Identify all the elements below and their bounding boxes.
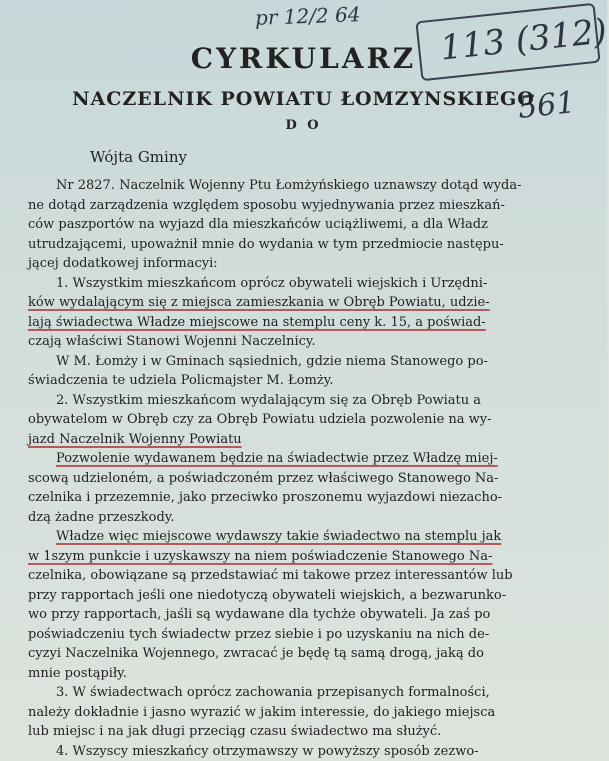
body-line: przy rapportach jeśli one niedotyczą obywateli wiejskich, a bezwarunko-	[28, 586, 588, 606]
body-line: należy dokładnie i jasno wyrazić w jakim interessie, do jakiego miejsca	[28, 703, 588, 723]
body-line: obywatelom w Obręb czy za Obręb Powiatu udziela pozwolenie na wy-	[28, 410, 588, 430]
body-line: 2. Wszystkim mieszkańcom wydalającym się za Obręb Powiatu a	[28, 391, 588, 411]
body-line: ne dotąd zarządzenia względem sposobu wyjednywania przez mieszkań-	[28, 196, 588, 216]
body-line: W M. Łomży i w Gminach sąsiednich, gdzie niema Stanowego po-	[28, 352, 588, 372]
body-line: scową udzieloném, a poświadczoném przez właściwego Stanowego Na-	[28, 469, 588, 489]
document-title: CYRKULARZ	[0, 42, 607, 75]
body-line: czają właściwi Stanowi Wojenni Naczelnicy.	[28, 332, 588, 352]
body-line: w 1szym punkcie i uzyskawszy na niem poświadczenie Stanowego Na-	[28, 547, 588, 567]
body-line: Nr 2827. Naczelnik Wojenny Ptu Łomżyńskiego uznawszy dotąd wyda-	[28, 176, 588, 196]
body-line: 4. Wszyscy mieszkańcy otrzymawszy w powyższy sposób zezwo-	[28, 742, 588, 761]
body-line: jącej dodatkowej informacyi:	[28, 254, 588, 274]
body-line: Władze więc miejscowe wydawszy takie świadectwo na stemplu jak	[28, 527, 588, 547]
body-line: mnie postąpiły.	[28, 664, 588, 684]
body-line: czelnika, obowiązane są przedstawiać mi takowe przez interessantów lub	[28, 566, 588, 586]
body-line: poświadczeniu tych świadectw przez siebie i po uzyskaniu na nich de-	[28, 625, 588, 645]
body-line: ców paszportów na wyjazd dla mieszkańców uciążliwemi, a dla Władz	[28, 215, 588, 235]
body-line: lub miejsc i na jak długi przeciąg czasu świadectwo ma służyć.	[28, 722, 588, 742]
handwritten-margin-number: 561	[516, 85, 577, 126]
handwritten-box-number: 113 (312)	[438, 11, 608, 68]
body-line: 3. W świadectwach oprócz zachowania przepisanych formalności,	[28, 683, 588, 703]
body-line: wo przy rapportach, jaśli są wydawane dla tychże obywateli. Ja zaś po	[28, 605, 588, 625]
body-line: 1. Wszystkim mieszkańcom oprócz obywateli wiejskich i Urzędni-	[28, 274, 588, 294]
body-line: lają świadectwa Władze miejscowe na stemplu ceny k. 15, a poświad-	[28, 313, 588, 333]
body-line: cyzyi Naczelnika Wojennego, zwracać je będę tą samą drogą, jaką do	[28, 644, 588, 664]
body-line: jazd Naczelnik Wojenny Powiatu	[28, 430, 588, 450]
body-line: ków wydalającym się z miejsca zamieszkania w Obręb Powiatu, udzie-	[28, 293, 588, 313]
body-line: utrudzającemi, upoważnił mnie do wydania w tym przedmiocie następu-	[28, 235, 588, 255]
handwritten-date-note: pr 12/2 64	[255, 2, 361, 30]
body-line: czelnika i przezemnie, jako przeciwko proszonemu wyjazdowi niezacho-	[28, 488, 588, 508]
body-line: świadczenia te udziela Policmajster M. Łomży.	[28, 371, 588, 391]
body-line: Pozwolenie wydawanem będzie na świadectwie przez Władzę miej-	[28, 449, 588, 469]
document-to: D O	[0, 118, 607, 133]
document-body	[28, 176, 588, 761]
document-addressee: Wójta Gminy	[90, 148, 187, 166]
body-line: dzą żadne przeszkody.	[28, 508, 588, 528]
document-issuer: NACZELNIK POWIATU ŁOMZYNSKIEGO	[0, 88, 607, 110]
